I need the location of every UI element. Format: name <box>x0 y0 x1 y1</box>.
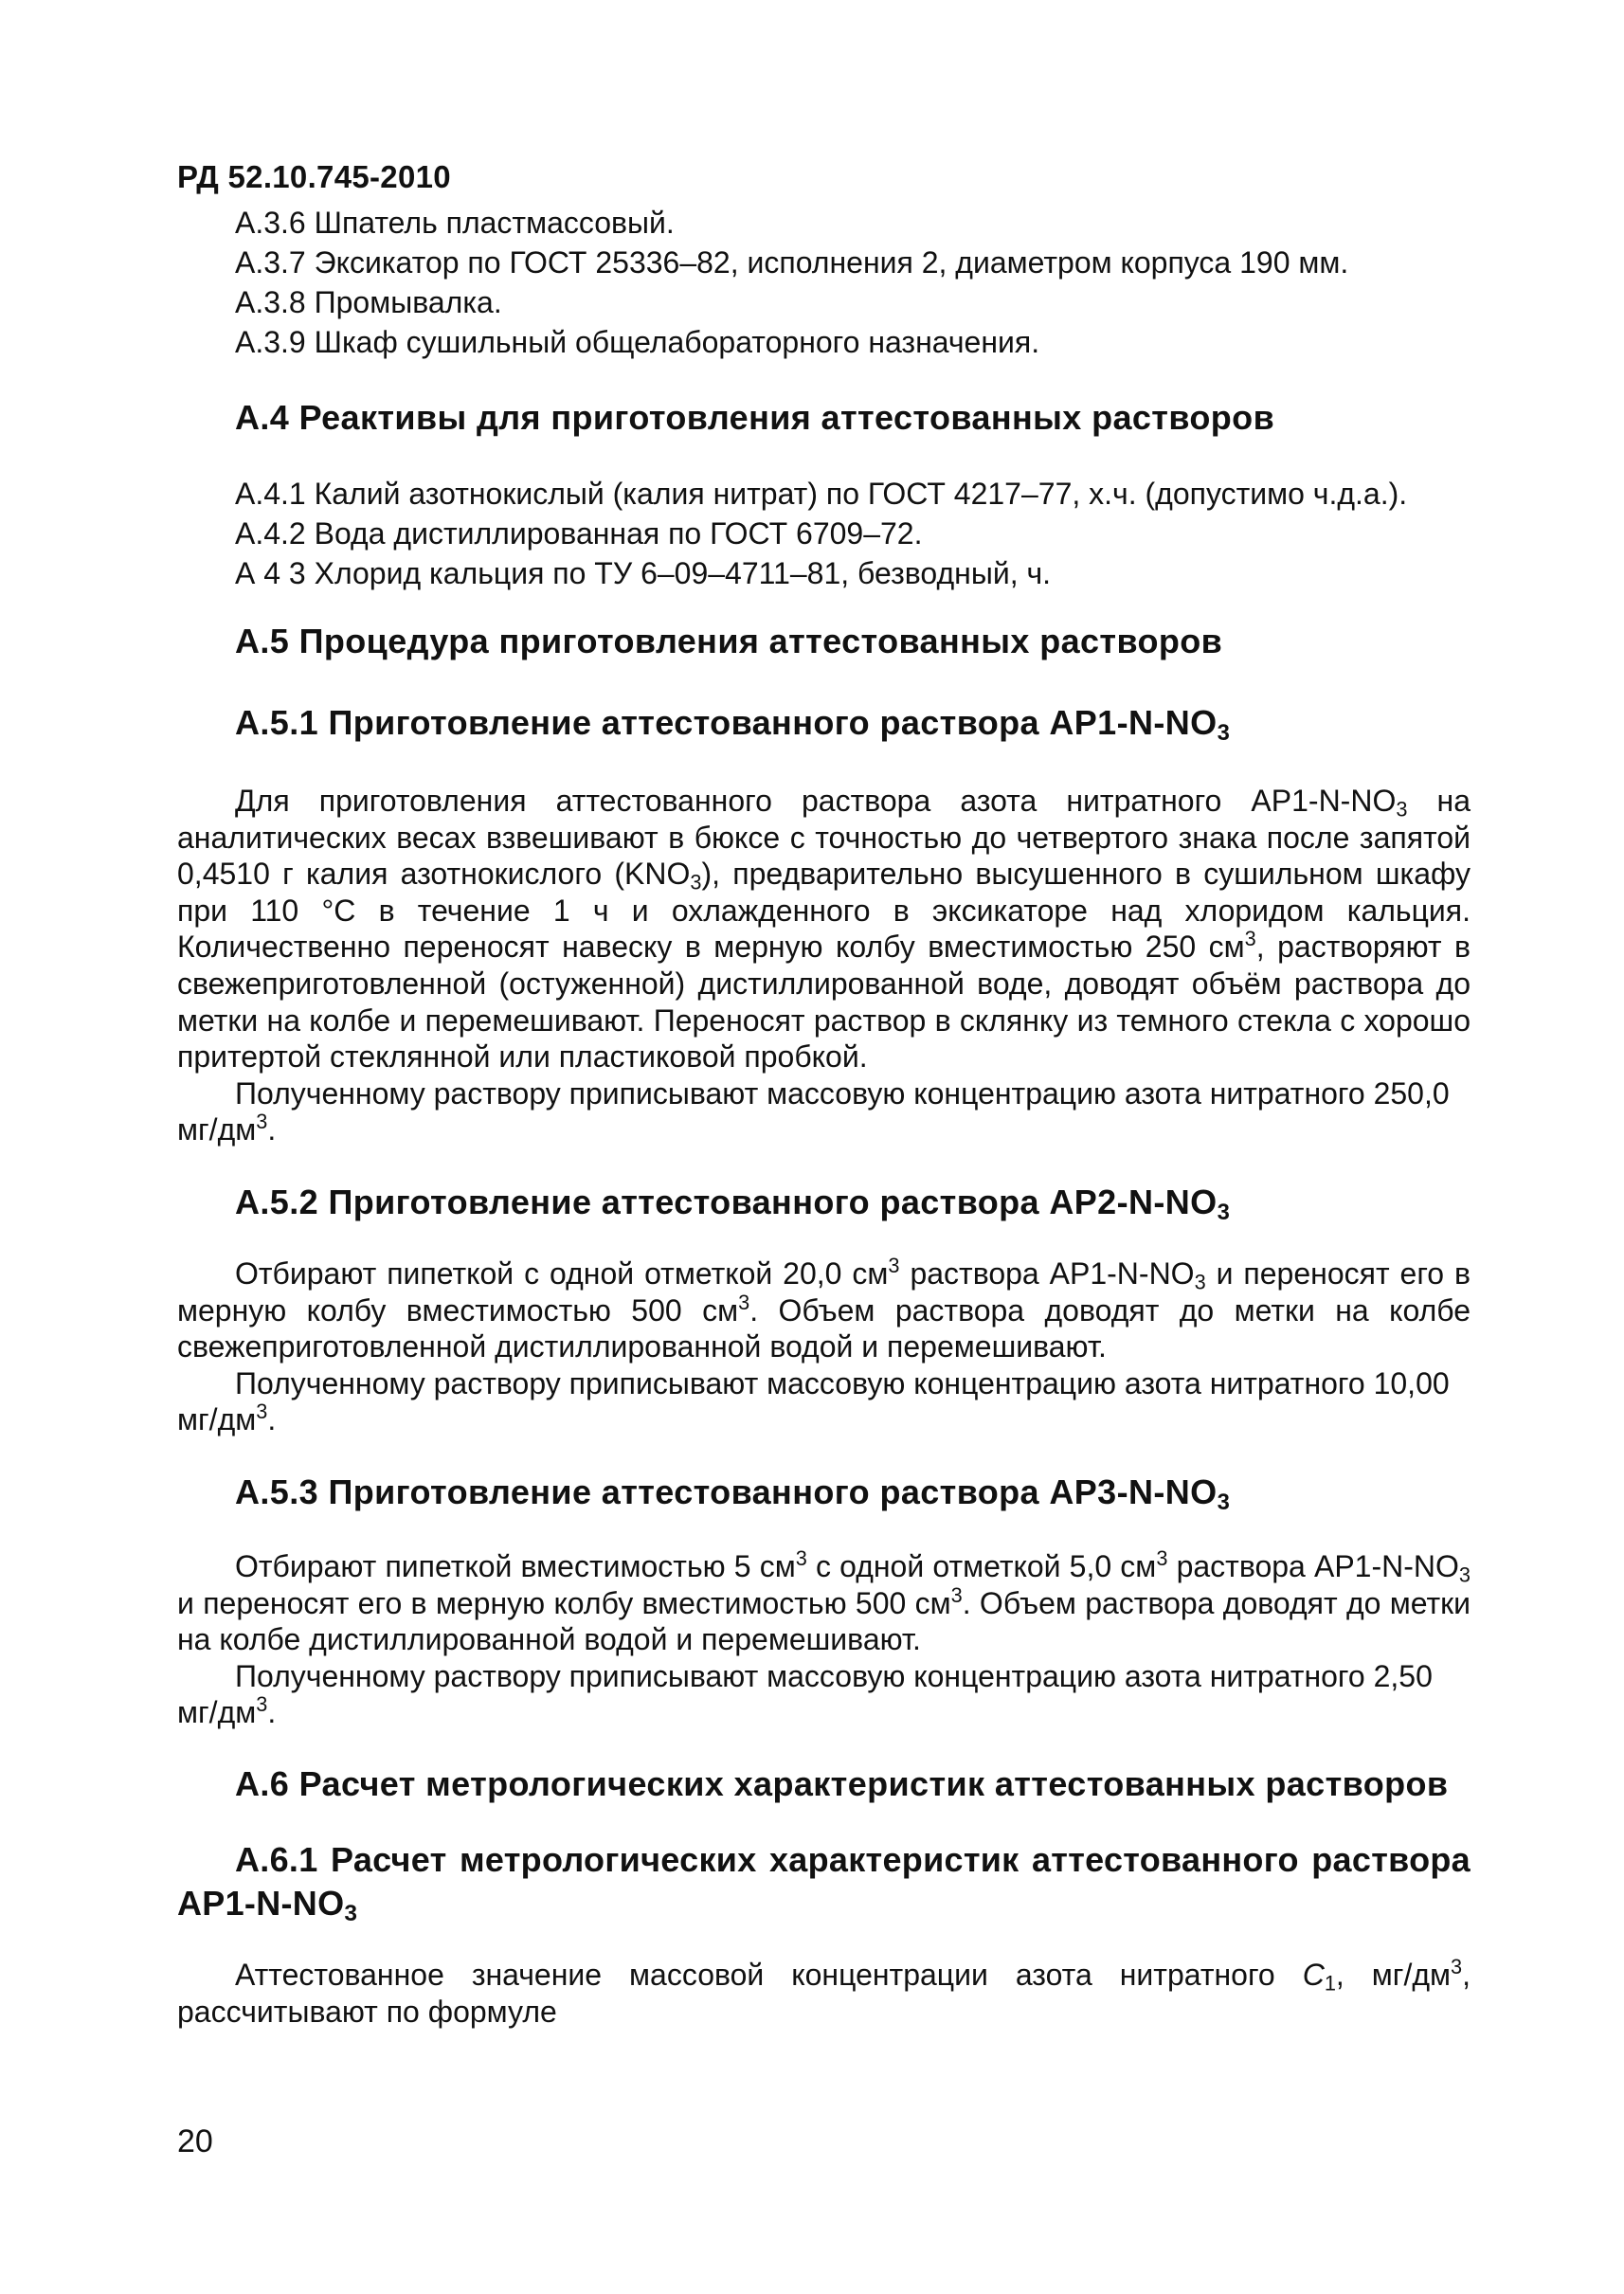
paragraph: Для приготовления аттестованного раствора азота нитратного $АР1-N-NO_3$ на аналитических весах взвешивают в бюксе с точностью до четвертого знака после запятой 0,4510 г калия азотнокислого $(KNO_3)$, предварительно высушенного в сушильном шкафу при 110 °С в течение 1 ч и охлажденного в эксикаторе над хлоридом кальция. Количественно переносят навеску в мерную колбу вместимостью 250 $см^3$, растворяют в свежеприготовленной (остуженной) дистиллированной воде, доводят объём раствора до метки на колбе и перемешивают. Переносят раствор в склянку из темного стекла с хорошо притертой стеклянной или пластиковой пробкой. <box>177 784 1471 1075</box>
paragraph: Отбирают пипеткой вместимостью 5 $см^3$ с одной отметкой 5,0 $см^3$ раствора $АР1-N-NO_3$ и переносят его в мерную колбу вместимостью 500 $см^3$. Объем раствора доводят до метки на колбе дистиллированной водой и перемешивают. <box>177 1546 1471 1657</box>
section-a6-heading: А.6 Расчет метрологических характеристик аттестованных растворов <box>235 1764 1449 1803</box>
heading-line: $АР1-N-NO_3$ <box>177 1884 358 1927</box>
section-a61-heading <box>177 1838 1471 1925</box>
reagents-list <box>235 474 1407 593</box>
equipment-list <box>235 203 1348 362</box>
section-a4-heading: А.4 Реактивы для приготовления аттестованных растворов <box>235 398 1275 437</box>
list-item: А 4 3 Хлорид кальция по ТУ 6–09–4711–81, безводный, ч. <box>235 556 1052 590</box>
document-id-header: РД 52.10.745-2010 <box>177 159 451 194</box>
page-number: 20 <box>177 2123 213 2159</box>
list-item: А.3.6 Шпатель пластмассовый. <box>235 206 675 240</box>
section-a5-heading: А.5 Процедура приготовления аттестованных растворов <box>235 622 1223 660</box>
section-a51-body <box>177 783 1471 1148</box>
list-item: А.3.7 Эксикатор по ГОСТ 25336–82, исполнения 2, диаметром корпуса 190 мм. <box>235 245 1349 280</box>
list-item: А.4.2 Вода дистиллированная по ГОСТ 6709–72. <box>235 516 923 551</box>
paragraph: Отбирают пипеткой с одной отметкой 20,0 $см^3$ раствора $АР1-N-NO_3$ и переносят его в мерную колбу вместимостью 500 $см^3$. Объем раствора доводят до метки на колбе свежеприготовленной дистиллированной водой и перемешивают. <box>177 1254 1471 1364</box>
section-a61-body <box>177 1957 1471 2030</box>
section-a51-heading: А.5.1 Приготовление аттестованного раствора $АР1-N-NO_3$ <box>235 703 1231 746</box>
section-a52-body <box>177 1255 1471 1438</box>
paragraph: Полученному раствору приписывают массовую концентрацию азота нитратного 250,0 $мг/дм^3$. <box>177 1075 1450 1147</box>
list-item: А.3.8 Промывалка. <box>235 285 502 319</box>
heading-line: А.6.1 Расчет метрологических характеристик аттестованного раствора <box>235 1840 1471 1879</box>
section-a53-body <box>177 1548 1471 1731</box>
paragraph: Аттестованное значение массовой концентрации азота нитратного $С_1$, $мг/дм^3$, рассчитывают по формуле <box>177 1955 1471 2029</box>
section-a53-heading: А.5.3 Приготовление аттестованного раствора $АР3-N-NO_3$ <box>235 1472 1231 1515</box>
paragraph: Полученному раствору приписывают массовую концентрацию азота нитратного 10,00 $мг/дм^3$. <box>177 1365 1450 1437</box>
paragraph: Полученному раствору приписывают массовую концентрацию азота нитратного 2,50 $мг/дм^3$. <box>177 1658 1433 1730</box>
list-item: А.3.9 Шкаф сушильный общелабораторного назначения. <box>235 325 1040 359</box>
list-item: А.4.1 Калий азотнокислый (калия нитрат) по ГОСТ 4217–77, х.ч. (допустимо ч.д.а.). <box>235 477 1408 511</box>
section-a52-heading: А.5.2 Приготовление аттестованного раствора $АР2-N-NO_3$ <box>235 1183 1231 1225</box>
